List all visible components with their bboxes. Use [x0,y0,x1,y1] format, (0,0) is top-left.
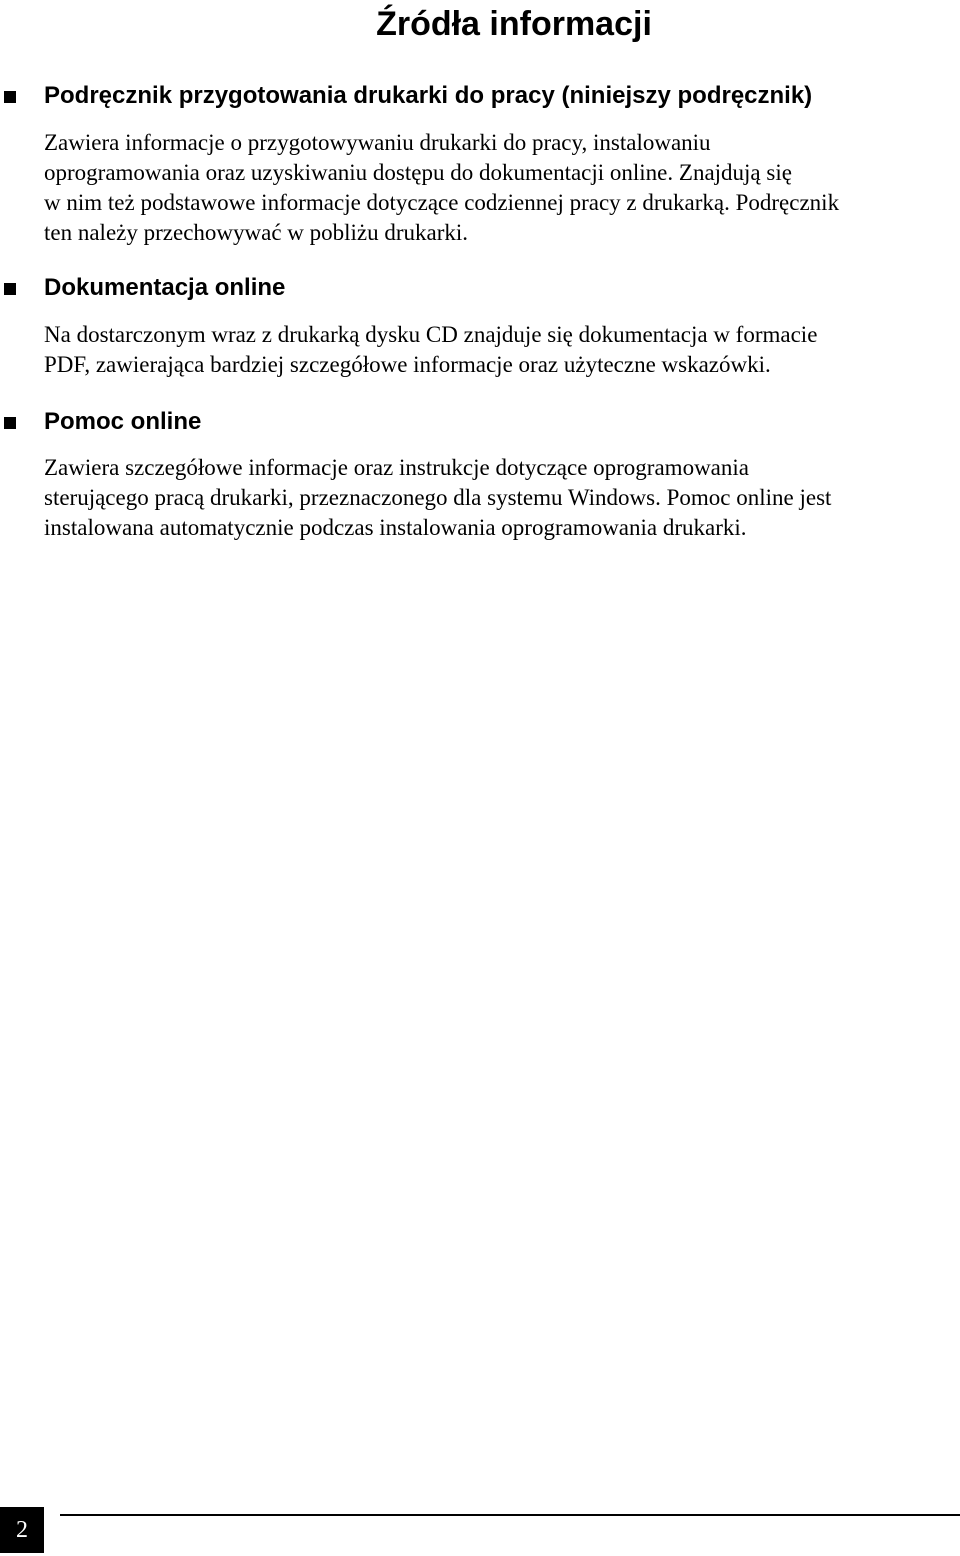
body-line: w nim też podstawowe informacje dotyczące codziennej pracy z drukarką. Podręcznik [44,190,840,215]
section-heading: Dokumentacja online [44,274,286,301]
body-line: Zawiera informacje o przygotowywaniu drukarki do pracy, instalowaniu [44,130,711,155]
page-title: Źródła informacji [376,5,652,43]
body-line: Zawiera szczegółowe informacje oraz instrukcje dotyczące oprogramowania [44,455,749,480]
square-bullet-icon [4,91,16,103]
section-body [44,453,954,543]
section-heading: Podręcznik przygotowania drukarki do pracy (niniejszy podręcznik) [44,82,813,109]
page-number: 2 [16,1517,28,1543]
body-line: instalowana automatycznie podczas instalowania oprogramowania drukarki. [44,515,747,540]
footer-rule [60,1514,960,1516]
body-line: oprogramowania oraz uzyskiwaniu dostępu do dokumentacji online. Znajdują się [44,160,792,185]
body-line: Na dostarczonym wraz z drukarką dysku CD znajduje się dokumentacja w formacie [44,322,818,347]
body-line: ten należy przechowywać w pobliżu drukarki. [44,220,469,245]
square-bullet-icon [4,283,16,295]
body-line: PDF, zawierająca bardziej szczegółowe informacje oraz użyteczne wskazówki. [44,352,771,377]
section-body [44,128,954,248]
body-line: sterującego pracą drukarki, przeznaczonego dla systemu Windows. Pomoc online jest [44,485,832,510]
section-body [44,320,954,380]
square-bullet-icon [4,417,16,429]
section-heading: Pomoc online [44,408,202,435]
